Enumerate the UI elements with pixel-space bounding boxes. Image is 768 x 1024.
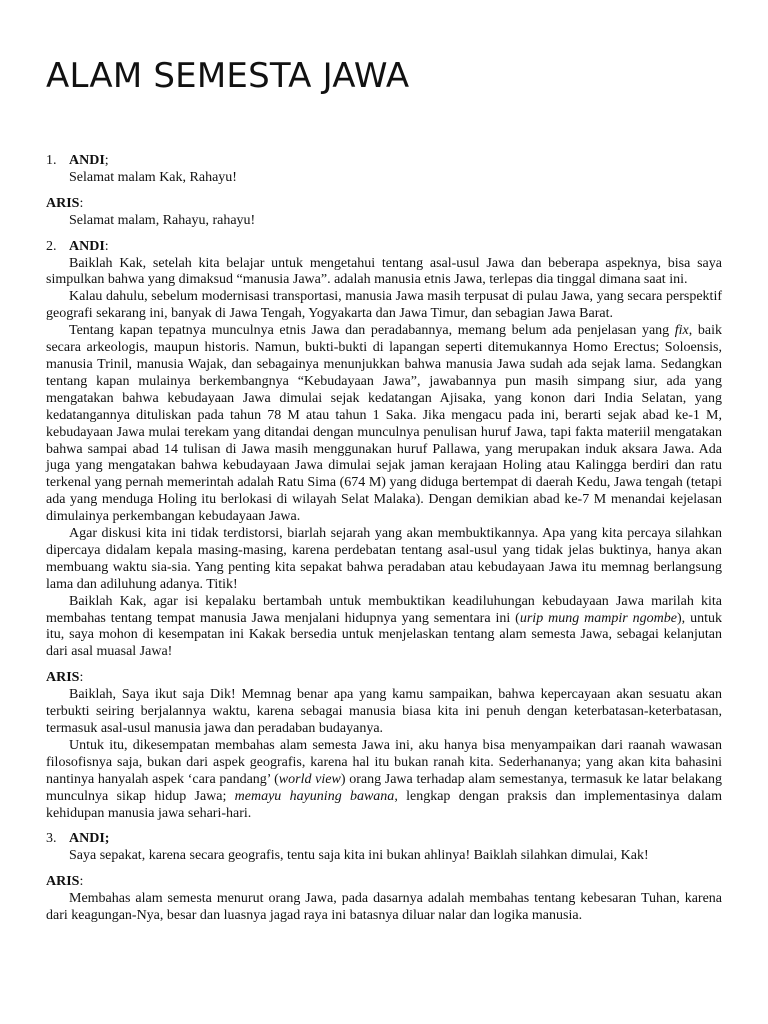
section-number: 1. [46,153,57,168]
paragraph-text: Baiklah Kak, agar isi kepalaku bertambah untuk membuktikan keadiluhungan kebudayaan Jawa marilah kita membahas tentang tempat manusia Jawa menjalani hidupnya yang sementara ini ( [46,593,722,626]
speaker-name: ANDI [69,238,105,254]
speaker-heading [46,239,722,256]
dialogue-line: Selamat malam Kak, Rahayu! [69,169,237,185]
paragraph: Baiklah Kak, setelah kita belajar untuk mengetahui tentang asal-usul Jawa dan beberapa aspeknya, bisa saya simpulkan bahwa yang dimaksud “manusia Jawa”. adalah manusia etnis Jawa, terlepas dia tinggal dimana saat ini. [46,255,722,288]
speaker-heading [46,153,722,170]
speaker-punct: ; [104,153,109,168]
speaker-name: ARIS [46,874,80,890]
speaker-name: ANDI [69,153,105,168]
paragraph-text: ), untuk itu, saya mohon di kesempatan ini Kakak bersedia untuk menjelaskan tentang alam semesta Jawa, sebagai kelanjutan dari asal muasal Jawa! [46,610,722,660]
speaker-heading [46,670,722,687]
speaker-name: ARIS [46,670,80,686]
page-title: ALAM SEMESTA JAWA [46,56,410,96]
speaker-punct: : [79,195,84,211]
speaker-punct: : [104,238,109,254]
paragraph: Baiklah, Saya ikut saja Dik! Memnag benar apa yang kamu sampaikan, bahwa kepercayaan akan sesuatu akan terbukti seiring berjalannya waktu, karena sebagai manusia biasa kita ini penuh dengan keterbatasan-keterbatasan, termasuk asal-usul manusia jawa dan peradaban budayanya. [46,687,722,736]
paragraph-text: , baik secara arkeologis, maupun historis. Namun, bukti-bukti di lapangan seperti ditemukannya Homo Erectus; Soloensis, manusia Trinil, manusia Wajak, dan sebagainya menunjukkan bahwa manusia Jawa sudah ada sejak lama. Sedangkan tentang kapan mulainya berkembangnya “Kebudayaan Jawa”, jawabannya pun masih simpang siur, ada yang mengatakan bahwa kebudayaan Jawa dimulai sejak kedatangan Ajisaka, yang konon dari India Selatan, yang kedatangannya dituliskan pada tahun 78 M atau tahun 1 Saka. Jika mengacu pada ini, berarti sejak abad ke-1 M, kebudayaan Jawa mulai terekam yang ditandai dengan munculnya penulisan huruf Jawa, tapi fakta materiil mengatakan bahwa sampai abad 14 tulisan di Jawa masih menggunakan huruf Pallawa, yang merupakan induk aksara Jawa. Ada juga yang mengatakan bahwa kebudayaan Jawa dimulai sejak jaman kerajaan Holing atau Kalingga berdiri dan ratu terkenal yang pernah memerintah adalah Ratu Sima (674 M) yang diduga bertempat di daerah Kedu, Jawa tengah (tetapi ada yang menduga Holing itu berlokasi di wilayah Selat Malaka). Dengan demikian abad ke-7 M menandai kejelasan dimulainya perkembangan kebudayaan Jawa. [46,323,723,525]
paragraph: Agar diskusi kita ini tidak terdistorsi, biarlah sejarah yang akan membuktikannya. Apa yang kita percaya silahkan dipercaya didalam kepala masing-masing, karena perdebatan tentang asal-usul yang tidak jelas buktinya, hanya akan membuang waktu sia-sia. Yang penting kita sepakat bahwa peradaban atau kebudayaan Jawa itu memnag berlangsung lama dan adiluhung adanya. Titik! [46,526,722,592]
paragraph-text: Untuk itu, dikesempatan membahas alam semesta Jawa ini, aku hanya bisa menyampaikan dari raanah wawasan filosofisnya saja, bukan dari aspek geografis, karena hal itu bukan ranah kita. Sederhananya; yang akan kita bahasini nantinya hanyalah aspek ‘cara pandang’ ( [46,737,722,787]
paragraph [46,738,722,823]
speaker-name: ANDI; [69,831,110,847]
speaker-heading [46,874,722,891]
italic-term: memayu hayuning bawana [234,788,395,804]
paragraph: Kalau dahulu, sebelum modernisasi transportasi, manusia Jawa masih terpusat di pulau Jawa, yang secara perspektif geografi sekarang ini, banyak di Jawa Tengah, Yogyakarta dan Jawa Timur, dan sebagian Jawa Barat. [46,289,722,322]
speaker-name: ARIS [46,195,80,211]
italic-term: urip mung mampir ngombe [519,610,677,626]
section-number: 3. [46,831,57,847]
speaker-punct: : [79,670,84,686]
dialogue-line: Selamat malam, Rahayu, rahayu! [69,212,256,228]
paragraph: Membahas alam semesta menurut orang Jawa, pada dasarnya adalah membahas tentang kebesaran Tuhan, karena dari keagungan-Nya, besar dan luasnya jagad raya ini batasnya diluar nalar dan logika manusia. [46,891,722,924]
paragraph-text: Tentang kapan tepatnya munculnya etnis Jawa dan peradabannya, memang belum ada penjelasan yang [69,323,675,339]
document-body [46,153,722,925]
paragraph-text: ) orang Jawa terhadap alam semestanya, termasuk ke latar belakang munculnya sikap hidup Jawa; [46,771,722,804]
paragraph-text: , lengkap dengan praksis dan implementasinya dalam kehidupan manusia jawa sehari-hari. [46,788,722,821]
italic-term: world view [278,771,341,787]
paragraph [46,323,722,526]
paragraph [46,594,722,662]
italic-term: fix [674,323,689,339]
speaker-punct: : [79,874,84,890]
dialogue-line: Saya sepakat, karena secara geografis, tentu saja kita ini bukan ahlinya! Baiklah silahkan dimulai, Kak! [69,848,649,864]
speaker-heading [46,831,722,848]
section-number: 2. [46,238,57,254]
speaker-heading [46,196,722,213]
